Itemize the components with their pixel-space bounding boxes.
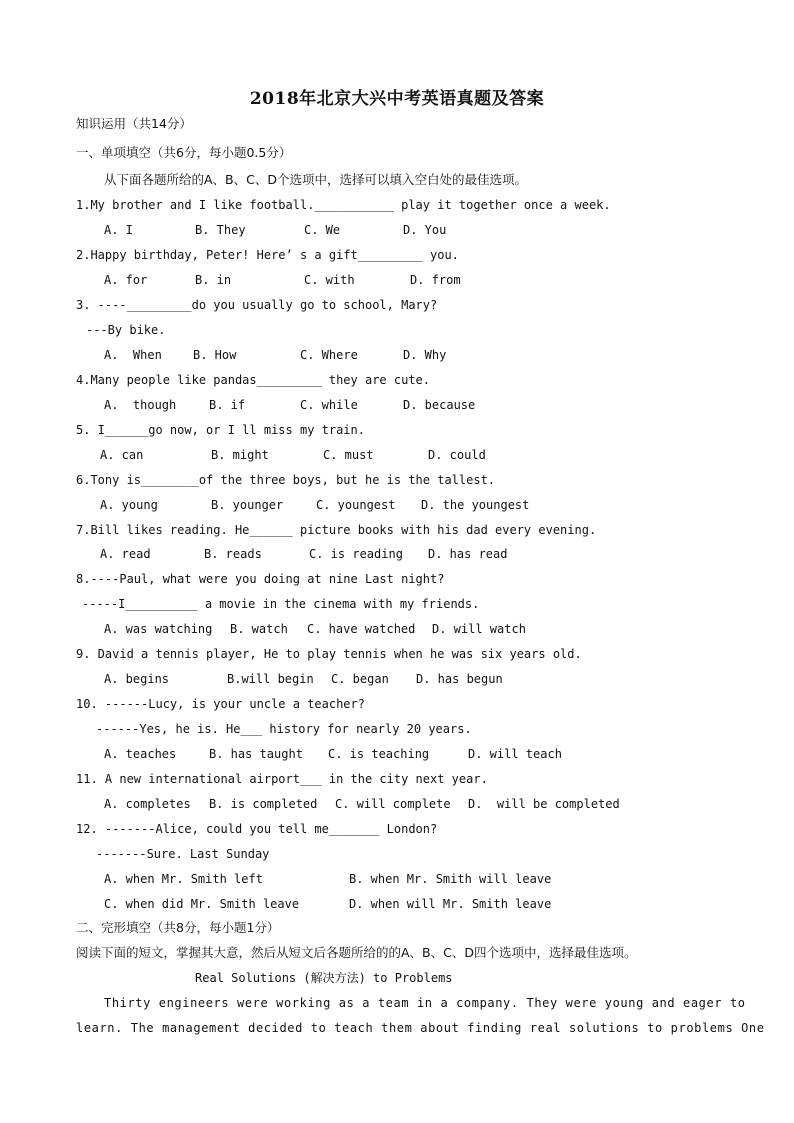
question-stem: 6.Tony is________of the three boys, but he is the tallest. xyxy=(76,473,496,487)
question-stem: 12. -------Alice, could you tell me_______ London? xyxy=(76,822,438,836)
option-a: A. read xyxy=(100,547,151,561)
option-a: A. I xyxy=(104,223,133,237)
option-d: D. when will Mr. Smith leave xyxy=(349,897,552,911)
answer-line: -----I__________ a movie in the cinema with my friends. xyxy=(82,597,480,611)
question-stem: 10. ------Lucy, is your uncle a teacher? xyxy=(76,697,365,711)
question-stem: 1.My brother and I like football.___________ play it together once a week. xyxy=(76,198,611,212)
option-c: C. with xyxy=(304,273,355,287)
instruction-text: 阅读下面的短文，掌握其大意，然后从短文后各题所给的的A、B、C、D四个选项中，选择最佳选项。 xyxy=(76,945,637,960)
option-b: B. younger xyxy=(211,498,284,512)
page-title: 2018年北京大兴中考英语真题及答案 xyxy=(249,89,545,109)
option-d: D. You xyxy=(403,223,447,237)
option-d: D. will watch xyxy=(432,622,526,636)
question-stem: 11. A new international airport___ in the city next year. xyxy=(76,772,488,786)
option-b: B. if xyxy=(209,398,246,412)
option-a: A. though xyxy=(104,398,177,412)
section-heading: 知识运用（共14分） xyxy=(76,116,192,131)
option-d: D. could xyxy=(428,448,486,462)
option-a: A. can xyxy=(100,448,144,462)
option-a: A. when Mr. Smith left xyxy=(104,872,263,886)
option-c: C. We xyxy=(304,223,341,237)
option-c: C. youngest xyxy=(316,498,396,512)
option-d: D. has read xyxy=(428,547,508,561)
option-c: C. began xyxy=(331,672,389,686)
option-a: A. was watching xyxy=(104,622,213,636)
option-c: C. must xyxy=(323,448,374,462)
option-c: C. is reading xyxy=(309,547,403,561)
option-a: A. begins xyxy=(104,672,170,686)
option-d: D. will be completed xyxy=(468,797,620,811)
option-b: B. reads xyxy=(204,547,262,561)
option-b: B.will begin xyxy=(227,672,314,686)
option-a: A. teaches xyxy=(104,747,177,761)
option-a: A. young xyxy=(100,498,158,512)
option-b: B. How xyxy=(193,348,237,362)
option-b: B. They xyxy=(195,223,246,237)
section-heading: 二、完形填空（共8分，每小题1分） xyxy=(76,920,280,935)
answer-line: -------Sure. Last Sunday xyxy=(96,847,270,861)
option-c: C. have watched xyxy=(307,622,416,636)
answer-line: ---By bike. xyxy=(86,323,166,337)
option-b: B. might xyxy=(211,448,269,462)
option-d: D. will teach xyxy=(468,747,562,761)
section-heading: 一、单项填空（共6分，每小题0.5分） xyxy=(76,145,292,160)
option-d: D. from xyxy=(410,273,461,287)
option-a: A. When xyxy=(104,348,162,362)
passage-text: learn. The management decided to teach them about finding real solutions to problems One xyxy=(76,1021,765,1035)
option-a: A. completes xyxy=(104,797,191,811)
option-d: D. the youngest xyxy=(421,498,530,512)
passage-text: Thirty engineers were working as a team in a company. They were young and eager to xyxy=(104,996,746,1010)
option-c: C. while xyxy=(300,398,358,412)
option-c: C. when did Mr. Smith leave xyxy=(104,897,300,911)
question-stem: 8.----Paul, what were you doing at nine Last night? xyxy=(76,572,445,586)
option-d: D. has begun xyxy=(416,672,503,686)
option-b: B. when Mr. Smith will leave xyxy=(349,872,552,886)
question-stem: 3. ----_________do you usually go to school, Mary? xyxy=(76,298,438,312)
option-a: A. for xyxy=(104,273,148,287)
answer-line: ------Yes, he is. He___ history for nearly 20 years. xyxy=(96,722,472,736)
option-c: C. Where xyxy=(300,348,358,362)
question-stem: 7.Bill likes reading. He______ picture books with his dad every evening. xyxy=(76,523,597,537)
question-stem: 4.Many people like pandas_________ they are cute. xyxy=(76,373,431,387)
option-b: B. in xyxy=(195,273,232,287)
question-stem: 9. David a tennis player, He to play tennis when he was six years old. xyxy=(76,647,582,661)
option-c: C. will complete xyxy=(335,797,451,811)
option-d: D. because xyxy=(403,398,476,412)
option-c: C. is teaching xyxy=(328,747,430,761)
option-b: B. watch xyxy=(230,622,288,636)
option-b: B. is completed xyxy=(209,797,318,811)
question-stem: 5. I______go now, or I ll miss my train. xyxy=(76,423,365,437)
option-d: D. Why xyxy=(403,348,447,362)
passage-title: Real Solutions (解决方法) to Problems xyxy=(195,971,453,985)
instruction-text: 从下面各题所给的A、B、C、D个选项中，选择可以填入空白处的最佳选项。 xyxy=(104,172,527,187)
option-b: B. has taught xyxy=(209,747,303,761)
question-stem: 2.Happy birthday, Peter! Here’ s a gift_________ you. xyxy=(76,248,459,262)
